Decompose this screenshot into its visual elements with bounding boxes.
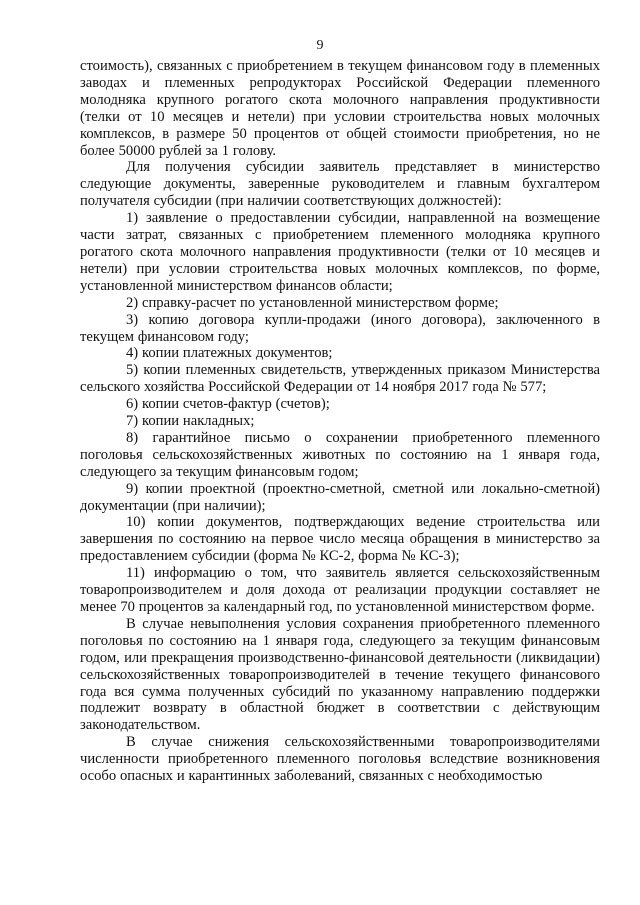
- list-item: 1) заявление о предоставлении субсидии, направленной на возмещение части затрат, связанных с приобретением племенного молодняка крупного рогатого скота молочного направления продуктивности (телки от 10 месяцев и нетели) при условии строительства новых молочных комплексов, по форме, установленной министерством финансов области;: [80, 210, 600, 294]
- list-item: 6) копии счетов-фактур (счетов);: [126, 396, 330, 413]
- page-number: 9: [316, 38, 324, 53]
- document-body: [80, 58, 600, 785]
- list-item: 5) копии племенных свидетельств, утвержденных приказом Министерства сельского хозяйства Российской Федерации от 14 ноября 2017 года № 577;: [80, 362, 600, 396]
- list-item: 8) гарантийное письмо о сохранении приобретенного племенного поголовья сельскохозяйственных животных по состоянию на 1 января года, следующего за текущим финансовым годом;: [80, 429, 600, 480]
- paragraph-documents-intro: Для получения субсидии заявитель представляет в министерство следующие документы, заверенные руководителем и главным бухгалтером получателя субсидии (при наличии соответствующих должностей):: [80, 159, 600, 210]
- list-item: 9) копии проектной (проектно-сметной, сметной или локально-сметной) документации (при наличии);: [80, 480, 600, 514]
- list-item: 3) копию договора купли-продажи (иного договора), заключенного в текущем финансовом году;: [80, 311, 600, 345]
- list-item: 7) копии накладных;: [126, 413, 255, 430]
- list-item: 4) копии платежных документов;: [126, 345, 333, 362]
- list-item: 10) копии документов, подтверждающих ведение строительства или завершения по состоянию на первое число месяца обращения в министерство за предоставлением субсидии (форма № КС-2, форма № КС-3);: [80, 514, 600, 565]
- paragraph-livestock-reduction: В случае снижения сельскохозяйственными товаропроизводителями численности приобретенного племенного поголовья вследствие возникновения особо опасных и карантинных заболеваний, связанных с необходимостью: [80, 734, 600, 785]
- paragraph-refund-condition: В случае невыполнения условия сохранения приобретенного племенного поголовья по состоянию на 1 января года, следующего за текущим финансовым годом, или прекращения производственно-финансовой деятельности (ликвидации) сельскохозяйственных товаропроизводителей в течение текущего финансового года вся сумма полученных субсидий по указанному направлению поддержки подлежит возврату в областной бюджет в соответствии с действующим законодательством.: [80, 615, 600, 734]
- paragraph-continuation: стоимость), связанных с приобретением в текущем финансовом году в племенных заводах и племенных репродукторах Российской Федерации племенного молодняка крупного рогатого скота молочного направления продуктивности (телки от 10 месяцев и нетели) при условии строительства новых молочных комплексов, в размере 50 процентов от общей стоимости приобретения, но не более 50000 рублей за 1 голову.: [80, 58, 600, 159]
- list-item: 2) справку-расчет по установленной министерством форме;: [126, 294, 499, 311]
- list-item: 11) информацию о том, что заявитель является сельскохозяйственным товаропроизводителем и доля дохода от реализации продукции составляет не менее 70 процентов за календарный год, по установленной министерством форме.: [80, 565, 600, 615]
